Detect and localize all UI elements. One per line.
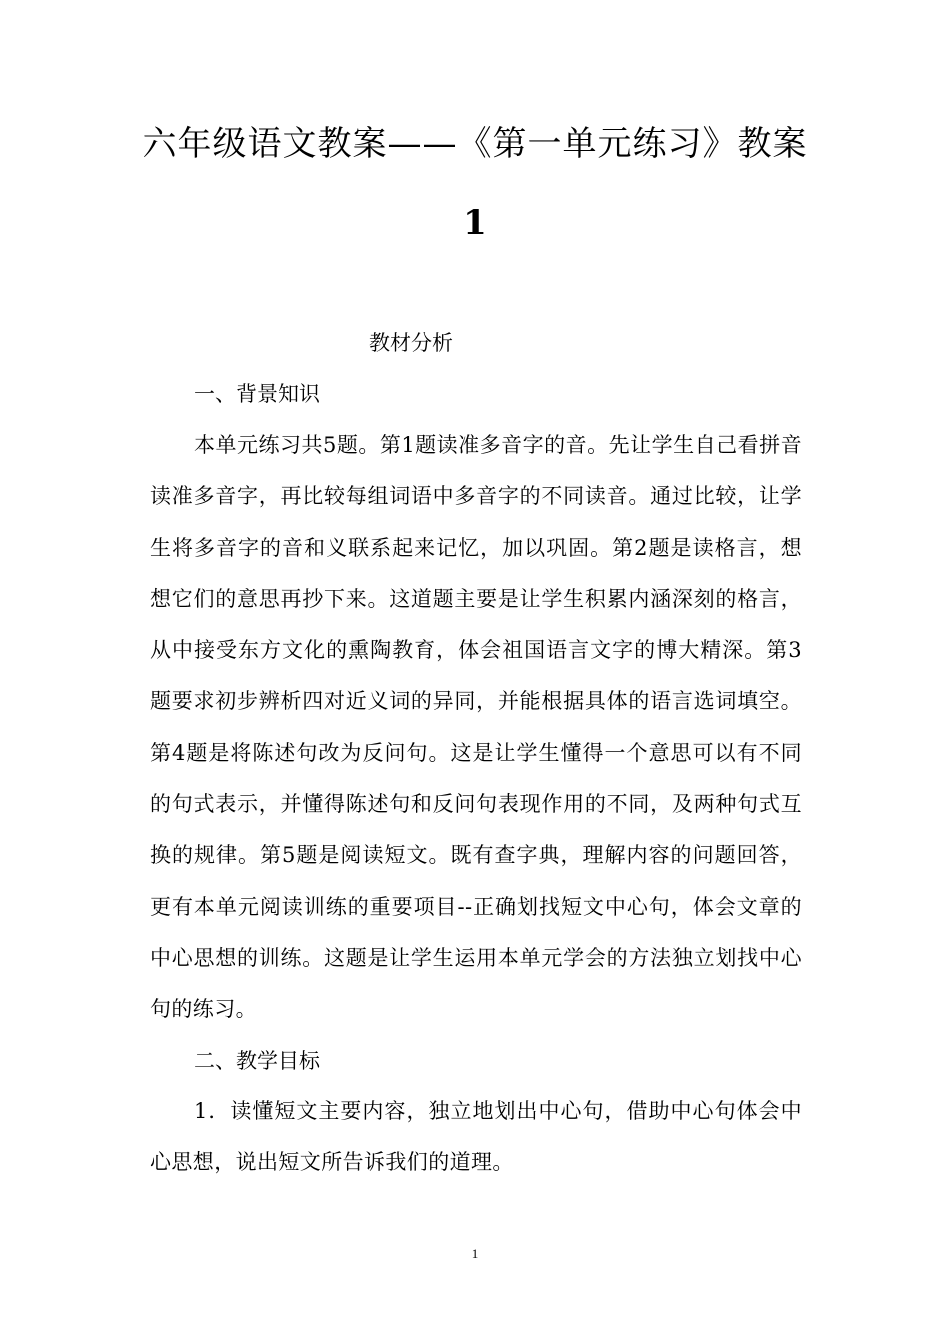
heading-teaching-goals: 二、教学目标 xyxy=(194,1049,320,1073)
paragraph-goal-1: 1．读懂短文主要内容，独立地划出中心句，借助中心句体会中心思想，说出短文所告诉我们的道理。 xyxy=(150,1099,802,1175)
section-title: 教材分析 xyxy=(369,331,453,355)
paragraph-background: 本单元练习共5题。第1题读准多音字的音。先让学生自己看拼音读准多音字，再比较每组词语中多音字的不同读音。通过比较，让学生将多音字的音和义联系起来记忆，加以巩固。第2题是读格言，想想它们的意思再抄下来。这道题主要是让学生积累内涵深刻的格言，从中接受东方文化的熏陶教育，体会祖国语言文字的博大精深。第3题要求初步辨析四对近义词的异同，并能根据具体的语言选词填空。第4题是将陈述句改为反问句。这是让学生懂得一个意思可以有不同的句式表示，并懂得陈述句和反问句表现作用的不同，及两种句式互换的规律。第5题是阅读短文。既有查字典，理解内容的问题回答，更有本单元阅读训练的重要项目--正确划找短文中心句，体会文章的中心思想的训练。这题是让学生运用本单元学会的方法独立划找中心句的练习。 xyxy=(150,433,802,1022)
page-number: 1 xyxy=(471,1246,479,1261)
heading-background-knowledge: 一、背景知识 xyxy=(194,382,320,406)
document-title: 六年级语文教案——《第一单元练习》教案 xyxy=(142,124,808,164)
document-title-number: 1 xyxy=(463,203,487,243)
